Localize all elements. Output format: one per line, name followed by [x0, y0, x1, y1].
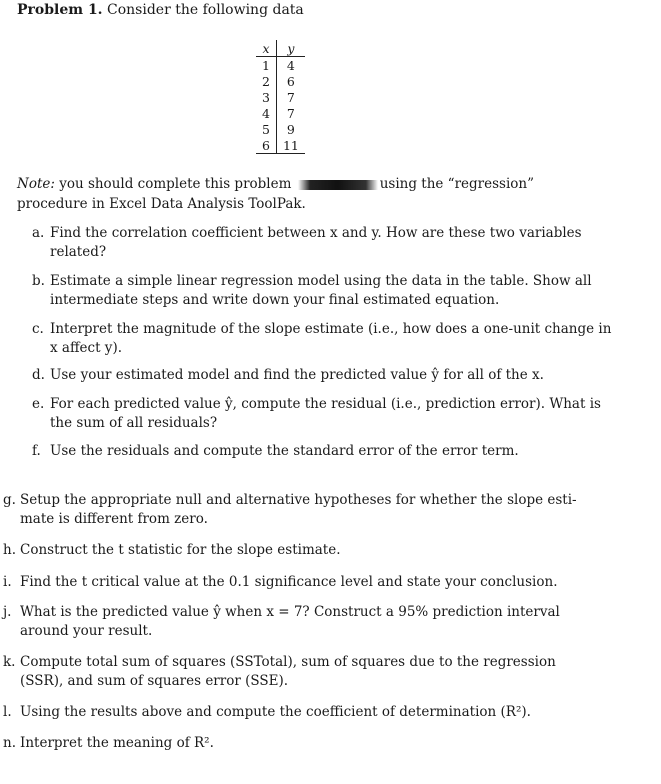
question-text-line: What is the predicted value ŷ when x = 7? Construct a 95% prediction interval — [20, 604, 560, 620]
cell-x: 4 — [256, 105, 276, 121]
question-text-line: intermediate steps and write down your final estimated equation. — [50, 292, 500, 308]
cell-y: 4 — [286, 57, 295, 73]
cell-x: 2 — [256, 73, 276, 89]
question-label: i. — [3, 574, 12, 590]
question-text-line: Estimate a simple linear regression model using the data in the table. Show all — [50, 273, 592, 289]
cell-y: 9 — [286, 121, 295, 137]
question-text-line: Interpret the meaning of R². — [20, 735, 214, 751]
table-row — [256, 121, 305, 137]
redaction-mark — [298, 180, 378, 190]
question-label: k. — [3, 654, 16, 670]
question-text-line: For each predicted value ŷ, compute the residual (i.e., prediction error). What is — [50, 396, 601, 412]
question-text-line: Use the residuals and compute the standard error of the error term. — [50, 443, 519, 459]
table-row — [256, 57, 305, 74]
cell-x: 6 — [256, 137, 276, 154]
question-label: j. — [3, 604, 12, 620]
question-label: b. — [32, 273, 45, 289]
note-paragraph — [17, 174, 577, 214]
table-row — [256, 73, 305, 89]
question-text-line: the sum of all residuals? — [50, 415, 218, 431]
cell-y: 7 — [286, 105, 295, 121]
question-label: h. — [3, 542, 16, 558]
question-text-line: Use your estimated model and find the predicted value ŷ for all of the x. — [50, 367, 544, 383]
question-label: e. — [32, 396, 45, 412]
cell-x: 5 — [256, 121, 276, 137]
question-text-line: (SSR), and sum of squares error (SSE). — [20, 673, 289, 689]
question-label: g. — [3, 492, 16, 508]
question-label: c. — [32, 321, 44, 337]
question-text-line: Setup the appropriate null and alternative hypotheses for whether the slope esti- — [20, 492, 577, 508]
header-x: x — [256, 40, 276, 57]
question-label: l. — [3, 704, 12, 720]
table-header-row — [256, 40, 305, 57]
cell-x: 1 — [256, 57, 276, 74]
question-text-line: mate is different from zero. — [20, 511, 208, 527]
cell-x: 3 — [256, 89, 276, 105]
question-text-line: around your result. — [20, 623, 153, 639]
table-row — [256, 89, 305, 105]
problem-intro: Consider the following data — [102, 2, 304, 18]
note-text-after: using the “regression” procedure in Excel Data Analysis ToolPak. — [17, 176, 535, 212]
question-label: n. — [3, 735, 16, 751]
problem-number: Problem 1. — [17, 2, 103, 18]
question-text-line: Find the t critical value at the 0.1 significance level and state your conclusion. — [20, 574, 558, 590]
question-text-line: Compute total sum of squares (SSTotal), sum of squares due to the regression — [20, 654, 556, 670]
question-text-line: Find the correlation coefficient between x and y. How are these two variables — [50, 225, 582, 241]
cell-y: 6 — [286, 73, 295, 89]
question-label: d. — [32, 367, 45, 383]
question-label: f. — [32, 443, 41, 459]
table-row — [256, 137, 305, 154]
problem-title — [17, 2, 304, 18]
question-text-line: x affect y). — [50, 340, 122, 356]
question-text-line: Construct the t statistic for the slope estimate. — [20, 542, 341, 558]
data-table — [256, 40, 305, 154]
question-text-line: Using the results above and compute the coefficient of determination (R²). — [20, 704, 531, 720]
table-row — [256, 105, 305, 121]
cell-y: 7 — [286, 89, 295, 105]
cell-y: 11 — [276, 137, 304, 154]
note-text-before: you should complete this problem — [54, 176, 292, 192]
question-label: a. — [32, 225, 45, 241]
note-label: Note: — [17, 176, 55, 192]
question-text-line: related? — [50, 244, 107, 260]
question-text-line: Interpret the magnitude of the slope estimate (i.e., how does a one-unit change in — [50, 321, 612, 337]
header-y: y — [276, 40, 304, 57]
